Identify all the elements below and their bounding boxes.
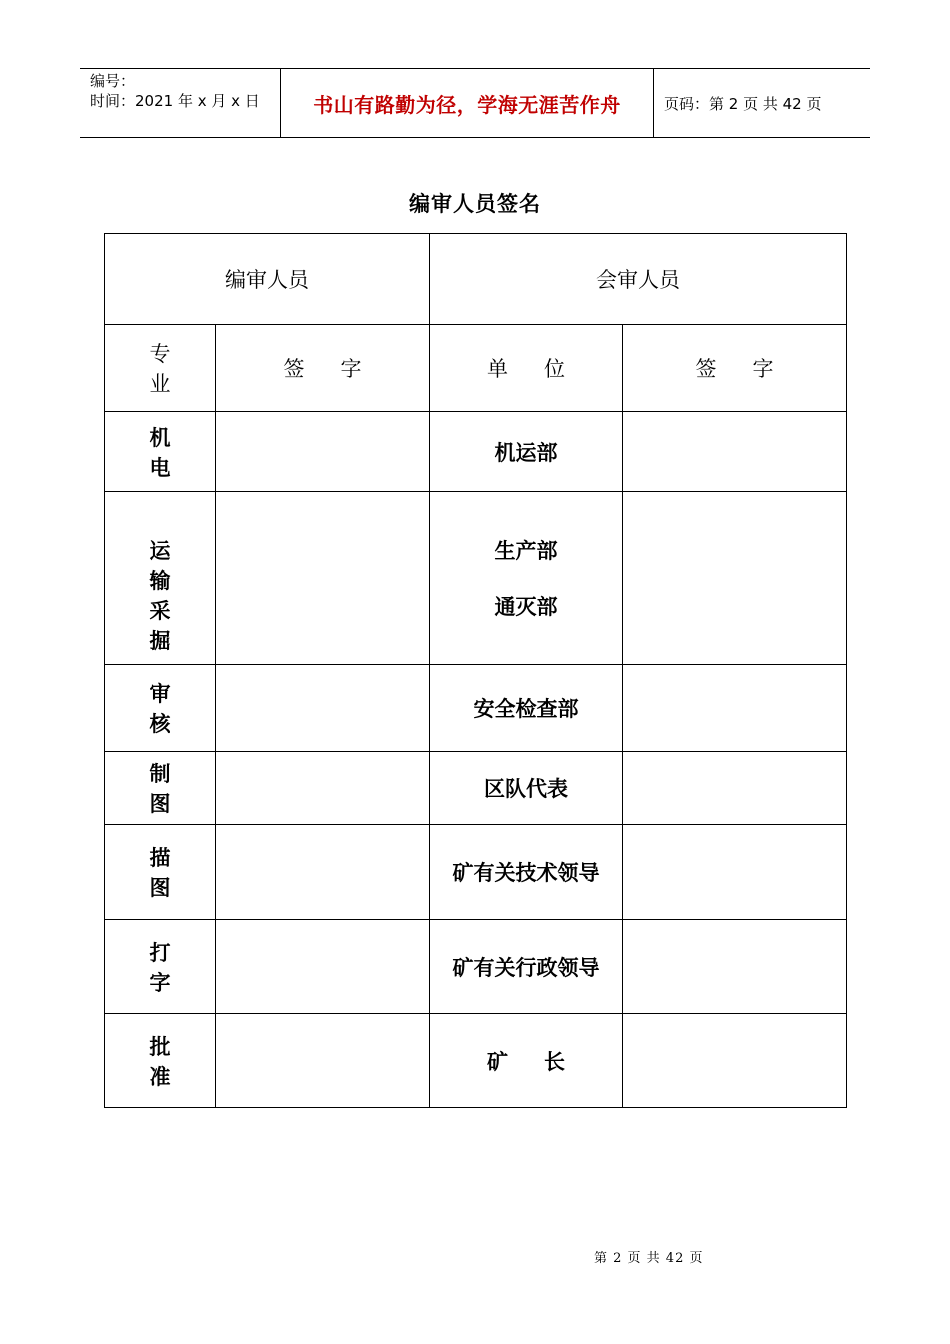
header-meta: [80, 69, 281, 137]
editor-signature-cell[interactable]: [216, 752, 430, 825]
editor-signature-cell[interactable]: [216, 825, 430, 920]
table-row: [105, 752, 847, 825]
group-header-row: [105, 234, 847, 325]
page-footer: 第 2 页 共 42 页: [594, 1251, 704, 1266]
unit-cell: 通灭部: [494, 595, 558, 619]
specialty-cell: 制图: [105, 752, 216, 825]
unit-cell: 矿有关技术领导: [430, 825, 623, 920]
editor-signature-cell[interactable]: [216, 492, 430, 665]
specialty-cell: 打字: [105, 920, 216, 1014]
column-header-row: [105, 325, 847, 412]
column-header-unit: 单位: [430, 325, 623, 412]
specialty-cell: 采掘: [149, 599, 195, 653]
table-row: [105, 665, 847, 752]
unit-cell-group: [430, 492, 623, 665]
specialty-cell: 审核: [105, 665, 216, 752]
column-header-editor-signature: 签字: [216, 325, 430, 412]
document-time-label: 时间：2021 年 x 月 x 日: [90, 92, 260, 110]
specialty-cell-group: [105, 492, 216, 665]
specialty-cell: 机电: [105, 412, 216, 492]
column-header-specialty: 专业: [105, 325, 216, 412]
table-row: [105, 920, 847, 1014]
specialty-cell: 批准: [105, 1014, 216, 1108]
reviewer-signature-cell[interactable]: [623, 920, 847, 1014]
unit-cell: 矿有关行政领导: [430, 920, 623, 1014]
reviewer-signature-cell[interactable]: [623, 665, 847, 752]
editor-signature-cell[interactable]: [216, 920, 430, 1014]
reviewer-signature-cell[interactable]: [623, 492, 847, 665]
reviewer-signature-cell[interactable]: [623, 1014, 847, 1108]
document-number-label: 编号：: [90, 72, 136, 90]
unit-cell: 机运部: [430, 412, 623, 492]
column-header-reviewer-signature: 签字: [623, 325, 847, 412]
group-header-reviewers: 会审人员: [430, 234, 847, 325]
table-row: [105, 492, 847, 665]
unit-cell: 生产部: [494, 539, 558, 563]
unit-cell: 安全检查部: [430, 665, 623, 752]
reviewer-signature-cell[interactable]: [623, 752, 847, 825]
editor-signature-cell[interactable]: [216, 665, 430, 752]
specialty-cell: 运输: [149, 539, 195, 593]
unit-cell: 矿长: [430, 1014, 623, 1108]
page-header: [80, 68, 870, 138]
header-motto: 书山有路勤为径，学海无涯苦作舟: [281, 69, 654, 137]
unit-stack: [430, 535, 622, 621]
editor-signature-cell[interactable]: [216, 412, 430, 492]
reviewer-signature-cell[interactable]: [623, 825, 847, 920]
header-page-number: 页码：第 2 页 共 42 页: [664, 94, 822, 113]
group-header-editors: 编审人员: [105, 234, 430, 325]
reviewer-signature-cell[interactable]: [623, 412, 847, 492]
table-row: [105, 825, 847, 920]
specialty-cell: 描图: [105, 825, 216, 920]
signature-table: [104, 233, 847, 1108]
table-row: [105, 1014, 847, 1108]
unit-cell: 区队代表: [430, 752, 623, 825]
specialty-stack: [105, 535, 215, 653]
document-title: 编审人员签名: [409, 192, 541, 216]
table-row: [105, 412, 847, 492]
editor-signature-cell[interactable]: [216, 1014, 430, 1108]
